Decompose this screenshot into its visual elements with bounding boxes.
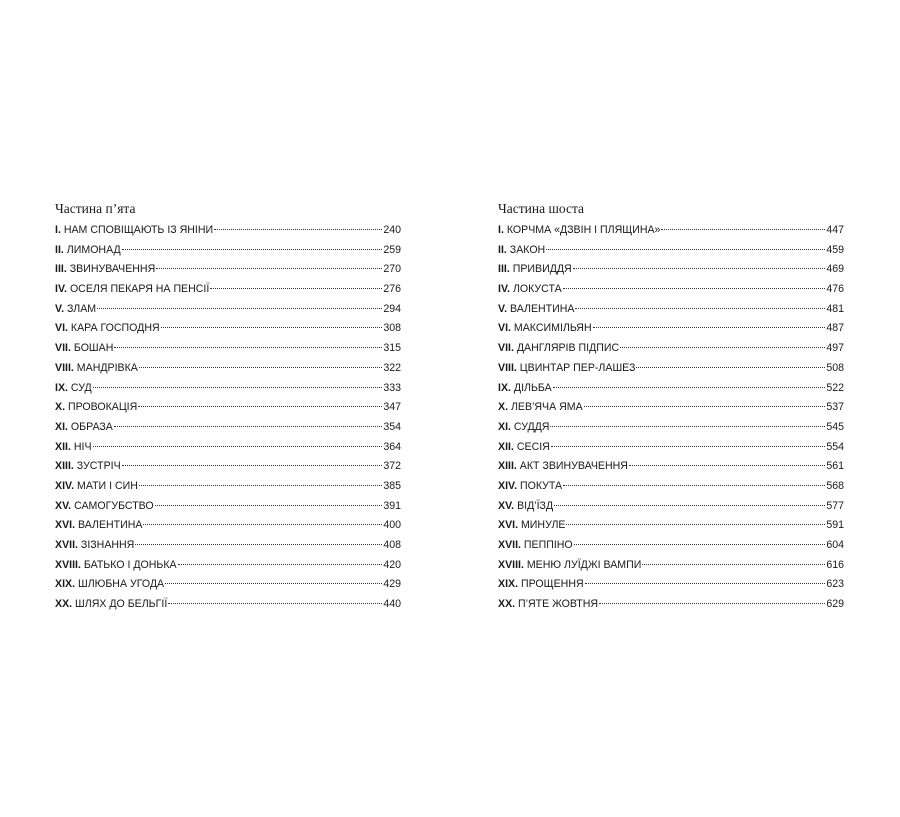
- chapter-number: VIII.: [55, 361, 74, 374]
- dot-leader: [168, 603, 382, 604]
- page-number: 322: [383, 361, 401, 374]
- chapter-title: КОРЧМА «ДЗВІН І ПЛЯЩИНА»: [506, 224, 661, 236]
- dot-leader: [178, 564, 383, 565]
- dot-leader: [620, 347, 825, 348]
- part-six-heading: Частина шоста: [498, 201, 585, 216]
- page-number: 354: [383, 420, 401, 433]
- dot-leader: [122, 249, 383, 250]
- page-number: 447: [826, 224, 844, 236]
- chapter-title: ЦВИНТАР ПЕР-ЛАШЕЗ: [519, 361, 636, 374]
- toc-entry-title: [498, 537, 573, 553]
- toc-entry-title: [55, 340, 113, 356]
- toc-entry-title: [498, 340, 619, 356]
- chapter-number: XV.: [55, 499, 72, 512]
- toc-entry: [55, 399, 401, 419]
- chapter-number: XVII.: [55, 539, 78, 551]
- toc-entry-title: [498, 439, 550, 455]
- chapter-title: ШЛЯХ ДО БЕЛЬГІЇ: [75, 598, 168, 611]
- page-number: 568: [826, 479, 844, 492]
- dot-leader: [661, 229, 825, 230]
- page-number: 616: [826, 558, 844, 571]
- chapter-number: X.: [55, 401, 66, 414]
- dot-leader: [214, 229, 382, 230]
- chapter-number: XVI.: [55, 519, 76, 532]
- page-number: 561: [826, 460, 844, 473]
- dot-leader: [155, 505, 383, 506]
- dot-leader: [550, 426, 825, 427]
- page-number: 623: [826, 578, 844, 591]
- page-number: 591: [826, 519, 844, 532]
- toc-entry-title: [498, 320, 592, 336]
- chapter-title: МАТИ І СИН: [77, 479, 138, 492]
- chapter-number: IV.: [55, 283, 67, 296]
- toc-entry: [55, 576, 401, 596]
- toc-entry: [498, 576, 844, 596]
- toc-entry-title: [55, 576, 164, 592]
- toc-entry: [55, 596, 401, 616]
- page-number: 420: [383, 558, 401, 571]
- chapter-number: XIX.: [498, 578, 519, 591]
- chapter-number: XIV.: [498, 479, 518, 492]
- chapter-title: БАТЬКО І ДОНЬКА: [83, 558, 177, 571]
- chapter-number: XIX.: [55, 578, 76, 591]
- chapter-title: ЗІЗНАННЯ: [80, 539, 135, 551]
- chapter-number: XI.: [55, 420, 68, 433]
- toc-entry: [55, 557, 401, 577]
- toc-entry: [55, 360, 401, 380]
- toc-entry-title: [55, 360, 138, 376]
- toc-entry: [55, 261, 401, 281]
- toc-part-six: [498, 202, 844, 616]
- chapter-title: МАКСИМІЛЬЯН: [513, 322, 592, 335]
- chapter-number: XX.: [498, 598, 516, 611]
- chapter-number: I.: [498, 224, 504, 236]
- toc-entry: [498, 399, 844, 419]
- chapter-title: ЗЛАМ: [67, 302, 97, 315]
- toc-entry-title: [55, 478, 138, 494]
- toc-entry-title: [55, 439, 92, 455]
- chapter-title: ЗУСТРІЧ: [76, 460, 121, 473]
- page-number: 385: [383, 479, 401, 492]
- toc-entry: [498, 537, 844, 557]
- page-number: 497: [826, 342, 844, 355]
- dot-leader: [563, 485, 825, 486]
- toc-entry: [55, 498, 401, 518]
- toc-entry-title: [498, 458, 628, 474]
- toc-entry-title: [55, 517, 142, 533]
- dot-leader: [122, 465, 383, 466]
- dot-leader: [156, 268, 382, 269]
- page-number: 240: [383, 224, 401, 236]
- chapter-number: X.: [498, 401, 509, 414]
- chapter-title: МЕНЮ ЛУЇДЖІ ВАМПИ: [526, 558, 642, 571]
- chapter-number: VI.: [498, 322, 511, 335]
- dot-leader: [573, 268, 826, 269]
- page-number: 537: [826, 401, 844, 414]
- chapter-title: ОБРАЗА: [70, 420, 113, 433]
- chapter-title: П’ЯТЕ ЖОВТНЯ: [518, 598, 599, 611]
- dot-leader: [161, 327, 383, 328]
- chapter-title: ПРИВИДДЯ: [512, 263, 572, 276]
- toc-entry-title: [55, 498, 154, 514]
- toc-entry: [498, 242, 844, 262]
- toc-entry: [55, 478, 401, 498]
- dot-leader: [574, 544, 826, 545]
- chapter-title: ПРОВОКАЦІЯ: [67, 401, 138, 414]
- toc-entry-title: [498, 498, 553, 514]
- toc-entry-title: [498, 596, 598, 612]
- chapter-title: ШЛЮБНА УГОДА: [77, 578, 165, 591]
- dot-leader: [599, 603, 825, 604]
- toc-entry-title: [498, 360, 635, 376]
- chapter-number: XVII.: [498, 539, 521, 551]
- page-number: 315: [383, 342, 401, 355]
- toc-entry-title: [498, 301, 574, 317]
- toc-entry: [498, 222, 844, 242]
- dot-leader: [554, 505, 825, 506]
- toc-entry: [55, 301, 401, 321]
- page-number: 440: [383, 598, 401, 611]
- chapter-title: ВІД’ЇЗД: [517, 499, 554, 512]
- toc-entry: [498, 340, 844, 360]
- chapter-title: ЗВИНУВАЧЕННЯ: [69, 263, 156, 276]
- toc-entry-title: [498, 222, 660, 238]
- toc-entry: [55, 222, 401, 242]
- toc-entry-title: [498, 419, 549, 435]
- page-number: 276: [383, 283, 401, 296]
- toc-entry-title: [498, 517, 565, 533]
- page-number: 333: [383, 381, 401, 394]
- toc-entry: [55, 458, 401, 478]
- chapter-title: ДІЛЬБА: [513, 381, 552, 394]
- dot-leader: [566, 524, 825, 525]
- chapter-number: XVIII.: [55, 558, 81, 571]
- dot-leader: [138, 406, 382, 407]
- chapter-number: VI.: [55, 322, 68, 335]
- page-number: 604: [826, 539, 844, 551]
- chapter-number: IV.: [498, 283, 510, 296]
- dot-leader: [629, 465, 825, 466]
- page-number: 347: [383, 401, 401, 414]
- dot-leader: [93, 446, 383, 447]
- chapter-number: XIV.: [55, 479, 75, 492]
- chapter-title: ВАЛЕНТИНА: [77, 519, 143, 532]
- toc-entry-title: [55, 281, 209, 297]
- dot-leader: [114, 347, 382, 348]
- toc-list-part-five: [55, 222, 401, 616]
- dot-leader: [97, 308, 382, 309]
- chapter-title: ДАНГЛЯРІВ ПІДПИС: [516, 342, 620, 355]
- chapter-number: XVI.: [498, 519, 519, 532]
- page-number: 469: [826, 263, 844, 276]
- page-number: 554: [826, 440, 844, 453]
- dot-leader: [546, 249, 825, 250]
- dot-leader: [114, 426, 382, 427]
- dot-leader: [93, 387, 383, 388]
- page-number: 259: [383, 243, 401, 256]
- toc-entry: [55, 242, 401, 262]
- toc-entry: [55, 537, 401, 557]
- dot-leader: [642, 564, 825, 565]
- chapter-number: IX.: [498, 381, 511, 394]
- toc-entry: [55, 320, 401, 340]
- chapter-title: СЕСІЯ: [516, 440, 550, 453]
- toc-entry-title: [498, 261, 572, 277]
- dot-leader: [139, 367, 382, 368]
- chapter-number: VII.: [55, 342, 71, 355]
- dot-leader: [210, 288, 382, 289]
- toc-entry-title: [55, 596, 167, 612]
- page-number: 391: [383, 499, 401, 512]
- toc-entry: [55, 419, 401, 439]
- toc-entry-title: [55, 399, 137, 415]
- chapter-title: СУДДЯ: [513, 420, 550, 433]
- toc-entry: [498, 596, 844, 616]
- toc-entry: [498, 320, 844, 340]
- toc-entry: [55, 380, 401, 400]
- chapter-title: НІЧ: [73, 440, 92, 453]
- page-number: 481: [826, 302, 844, 315]
- page-number: 400: [383, 519, 401, 532]
- toc-entry: [498, 301, 844, 321]
- toc-entry-title: [55, 261, 155, 277]
- chapter-number: XI.: [498, 420, 511, 433]
- part-five-heading: Частина п’ята: [55, 201, 136, 216]
- chapter-title: ВАЛЕНТИНА: [510, 302, 575, 315]
- page-number: 577: [826, 499, 844, 512]
- toc-list-part-six: [498, 222, 844, 616]
- chapter-title: КАРА ГОСПОДНЯ: [70, 322, 160, 335]
- page-number: 476: [826, 283, 844, 296]
- dot-leader: [143, 524, 382, 525]
- page-number: 545: [826, 420, 844, 433]
- chapter-number: II.: [55, 243, 64, 256]
- page-number: 429: [383, 578, 401, 591]
- dot-leader: [553, 387, 826, 388]
- toc-entry-title: [55, 320, 160, 336]
- toc-entry: [498, 380, 844, 400]
- toc-entry: [498, 478, 844, 498]
- page-number: 408: [383, 539, 401, 551]
- chapter-number: XX.: [55, 598, 73, 611]
- chapter-number: V.: [498, 302, 508, 315]
- chapter-title: ПОКУТА: [520, 479, 563, 492]
- dot-leader: [593, 327, 826, 328]
- toc-entry: [55, 517, 401, 537]
- chapter-title: МИНУЛЕ: [520, 519, 566, 532]
- toc-entry-title: [55, 537, 134, 553]
- toc-entry: [55, 281, 401, 301]
- chapter-title: НАМ СПОВІЩАЮТЬ ІЗ ЯНІНИ: [63, 224, 214, 236]
- chapter-number: IX.: [55, 381, 68, 394]
- toc-entry-title: [55, 419, 113, 435]
- toc-entry: [498, 419, 844, 439]
- dot-leader: [584, 406, 826, 407]
- chapter-title: СУД: [70, 381, 92, 394]
- chapter-number: III.: [498, 263, 510, 276]
- toc-entry-title: [498, 281, 562, 297]
- toc-entry-title: [55, 222, 213, 238]
- toc-entry: [498, 557, 844, 577]
- page-number: 294: [383, 302, 401, 315]
- toc-entry-title: [498, 242, 545, 258]
- toc-part-five: [55, 202, 401, 616]
- chapter-number: III.: [55, 263, 67, 276]
- page-number: 308: [383, 322, 401, 335]
- chapter-number: II.: [498, 243, 507, 256]
- toc-entry-title: [498, 399, 583, 415]
- dot-leader: [135, 544, 382, 545]
- page-number: 459: [826, 243, 844, 256]
- dot-leader: [165, 583, 382, 584]
- chapter-number: XIII.: [498, 460, 517, 473]
- toc-entry: [498, 360, 844, 380]
- chapter-title: САМОГУБСТВО: [74, 499, 154, 512]
- toc-entry-title: [55, 301, 96, 317]
- dot-leader: [563, 288, 826, 289]
- chapter-title: ЛЕВ’ЯЧА ЯМА: [510, 401, 583, 414]
- chapter-number: VII.: [498, 342, 514, 355]
- page-number: 522: [826, 381, 844, 394]
- chapter-number: XII.: [55, 440, 71, 453]
- page-number: 270: [383, 263, 401, 276]
- dot-leader: [585, 583, 826, 584]
- chapter-number: XII.: [498, 440, 514, 453]
- chapter-number: I.: [55, 224, 61, 236]
- chapter-number: XIII.: [55, 460, 74, 473]
- toc-entry-title: [498, 576, 584, 592]
- toc-entry: [498, 439, 844, 459]
- page-number: 508: [826, 361, 844, 374]
- chapter-number: V.: [55, 302, 65, 315]
- toc-entry-title: [55, 557, 177, 573]
- toc-entry: [55, 439, 401, 459]
- chapter-number: XVIII.: [498, 558, 524, 571]
- chapter-title: ЛОКУСТА: [512, 283, 562, 296]
- toc-entry: [498, 517, 844, 537]
- toc-entry-title: [498, 557, 641, 573]
- page-number: 372: [383, 460, 401, 473]
- chapter-title: ЗАКОН: [509, 243, 546, 256]
- toc-entry-title: [55, 380, 92, 396]
- toc-entry-title: [498, 380, 552, 396]
- chapter-title: ПЕППІНО: [523, 539, 573, 551]
- dot-leader: [575, 308, 825, 309]
- toc-entry-title: [55, 458, 121, 474]
- chapter-number: VIII.: [498, 361, 517, 374]
- toc-entry: [498, 261, 844, 281]
- chapter-title: ЛИМОНАД: [66, 243, 121, 256]
- toc-entry: [498, 281, 844, 301]
- dot-leader: [551, 446, 825, 447]
- dot-leader: [139, 485, 382, 486]
- toc-entry-title: [55, 242, 121, 258]
- chapter-number: XV.: [498, 499, 515, 512]
- page-number: 364: [383, 440, 401, 453]
- chapter-title: МАНДРІВКА: [76, 361, 138, 374]
- chapter-title: БОШАН: [73, 342, 114, 355]
- toc-entry: [498, 458, 844, 478]
- page-number: 629: [826, 598, 844, 611]
- page-number: 487: [826, 322, 844, 335]
- toc-entry: [498, 498, 844, 518]
- toc-entry-title: [498, 478, 562, 494]
- dot-leader: [636, 367, 825, 368]
- chapter-title: ПРОЩЕННЯ: [520, 578, 584, 591]
- toc-entry: [55, 340, 401, 360]
- chapter-title: АКТ ЗВИНУВАЧЕННЯ: [519, 460, 628, 473]
- chapter-title: ОСЕЛЯ ПЕКАРЯ НА ПЕНСІЇ: [69, 283, 210, 296]
